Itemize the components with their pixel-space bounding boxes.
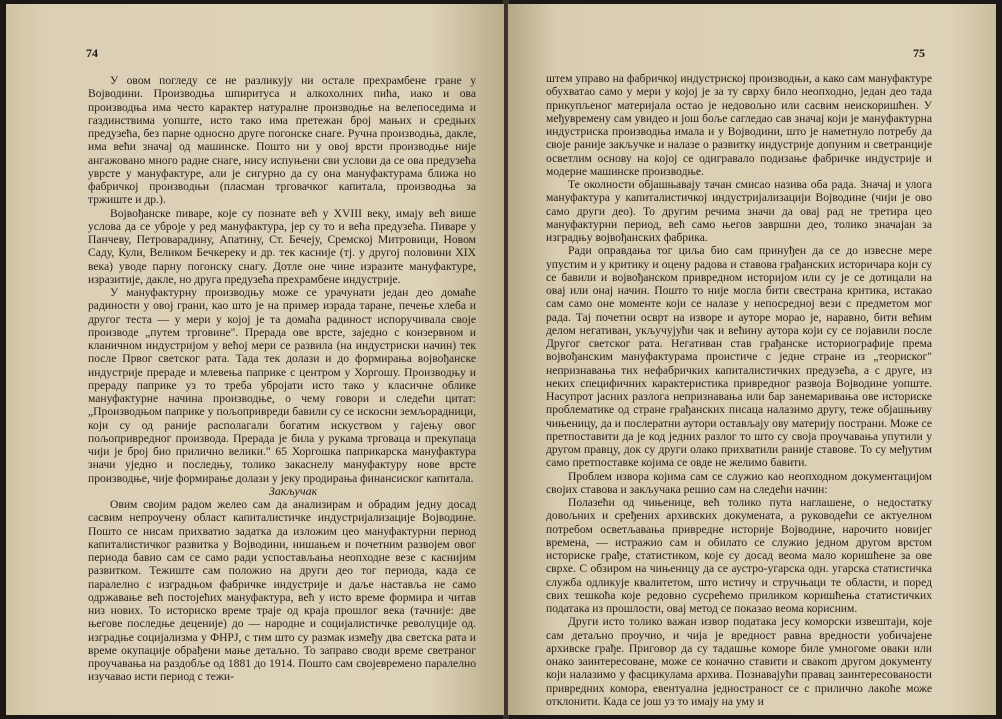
paragraph: штем управо на фабричкој индустриској производњи, а како сам мануфактуре обухватао само у мери у којој је за ту сврху било неопходно, један део тада прикупљеног материјала остао је недовољно или сасвим неискоришћен. У међувремену сам увидео и још боље сагледао сав значај који је мануфактурна индустриска производња имала и у Војводини, што је наметнуло потребу да своје раније закључке и налазе о развитку индустрије допуним и светранције осветлим основу на којој се одигравало подизање фабричке индустрије и модерне машинске производње.: [546, 72, 932, 178]
right-page-text: [546, 72, 932, 708]
section-heading: Закључак: [268, 483, 318, 498]
right-page: [508, 4, 996, 715]
paragraph: Овим својим радом желео сам да анализирам и обрадим једну досад сасвим непроучену област капиталистичке индустријализације Војводине. Пошто се нисам прихватио задатка да изложим цео мануфактурни период капиталистичког развитка у Војводини, нишањем и почетним развојем овог периода бавио сам се само ради успостављања неопходне везе с касниjим развитком. Тежиште сам положио на други део тог периода, када се паралелно с изградњом фабричке индустрије и даље настављa не само одржавање већ постојећих мануфактура, већ у исто време формира и читав низ нових. То историско време траје од краја прошлог века (тачније: две његове последње деценије) до — народне и социјалистичке револуције од. изградње социјализма у ФНРЈ, с тим што су размак између два светска рата и време окупације обрађени мање детаљно. То заправо своди време светраног проучавања на раздобље од 1881 до 1914. Пошто сам својевремено паралелно изучавао исти период с тежи-: [88, 498, 476, 684]
paragraph: Војвођанске пиваре, које су познате већ у XVIII веку, имају већ више услова да се убрoје у ред мануфактура, јер су то и већа предузећа. Пиваре у Панчеву, Петроварадину, Апатину, Ст. Бечеју, Сремској Митровици, Новом Саду, Кули, Великом Бечкереку и др. тек касније (тј. у другој половини XIX века) уводе парну погонску снагу. Дотле оне чине изразите мануфактуре, изразитије, дакле, но друга предузећа прехрамбене индустрије.: [88, 206, 476, 286]
paragraph: У овом погледу се не разликују ни остале прехрамбене гране у Војводини. Производња шпиритуса и алкохолних пића, иако и ова производња има често карактер натуралне производње на велепоседима и газдинствима уопште, исто тако има претежан број мањих и средњих предузећа, без парне односно друге погонске снаге. Ручна производња, дакле, има већи значај од машинске. Пошто ни у овој врсти производње није ангажовано много радне снаге, нису испуњени сви услови да се ова предузећа уврсте у мануфактуре, али је сигурно да су она мануфактурама ближа но фабричкој производњи (пласман трговачког капитала, производња за тржиште и др.).: [88, 74, 476, 207]
paragraph: Ради оправдања тог циља био сам принуђен да се до извесне мере упустим и у критику и оцену радова и ставова грађанских историчара који су се бавили и војвођанском привредном историјом или су је се дотицали на овај или онај начин. Пошто то није могла бити свестрана критика, истакао сам само оне моменте који се налазе у непосредној вези с предметом мог рада. Тај почетни осврт на изворе и ауторе морао је, наравно, бити већим делом негативан, укључујући чак и већину аутора који су се појавили после Другог светског рата. Негативан став грађанске историографије према војвођанским мануфактурама проистиче с једне стране из „теориског" непризнавања тих нефабричких капиталистичких предузећа, а с друге, из неких специфичних карактеристика привредног развоја Војводине уопште. Насупрот јасних разлога непризнавања или бар занемаривања ове историске проблематике од стране грађанских писаца налазимо другу, теже објашњиву чињеницу, да и послератни аутори остављају ову материју пострани. Може се претпоставити да је код једних разлог то што су своја проучавања упутили у другом правцу, док су други олако прихватили раније ставове. То су међутим само претпоставке којима се овде не желимо бавити.: [546, 244, 932, 470]
paragraph: Полазећи од чињенице, већ толико пута наглашене, о недостатку довољних и сређених архивских докумената, а руководећи се актуелном потребом осветљавања привредне историје Војводине, нарочито новијег времена, — истражио сам и обилато се служио једном другом врстом историске грађе, статистиком, које су досад веома мало коришћене за ове сврхе. С обзиром на чињеницу да се аустро-угарска одн. угарска статистичка служба одликује квалитетом, што истичу и стручњаци те области, и поред свих тешкоћа које редовно сусрећемо приликом коришћења статистичких података из прошлости, овај метод се показао веома корисним.: [546, 496, 932, 615]
paragraph: Те околности објашњавају тачан смисао назива оба рада. Значај и улога мануфактура у капиталистичкој индустријализацији Војводине (чији је ово само други део). То другим речима значи да овај рад не третира цео мануфактурни период, већ само његов завршни део, толико значајан за изградњу војвођанских фабрика.: [546, 178, 932, 244]
page-number: 75: [913, 46, 925, 60]
left-page: [6, 4, 504, 715]
paragraph: Проблем извора којима сам се служио као неопходном документацијом својих ставова и закључака решио сам на следећи начин:: [546, 469, 932, 496]
left-page-text: [88, 74, 476, 684]
paragraph: Други исто толико важан извор података јесу коморски извештаји, које сам детаљно проучио, и чија је вредност равна вредности уобичајене архивске грађе. Приговор да су тадашње коморе биле умногоме оваки или онако заинтересоване, може се коначно ставити и свакоm другом документу који налазимо у фасцикулама архива. Познавајући правац заинтересованости привредних комора, евентуална једностраност се с прилично лакоће може отклонити. Када се још уз то имају на уму и: [546, 615, 932, 708]
paragraph: У мануфактурну производњу може се урачунати један део домаће радиности у овој грани, као што је на пример израда таране, печење хлеба и другог теста — у мери у којој је та домаћа радиност испоручивала своје производе „путем трговине". Прерада ове врсте, заједно с конзервном и кланичном индустријом у већој мери се развила (на индустриски начин) тек после Првог светског рата. Тада тек долази и до формирања војвођанске индустрије прераде и млевења паприке с центром у Хоргошу. Производњу и прераду паприке уз то треба убројати исто тако у класичне облике мануфактурне начина производње, о чему говори и следећи цитат: „Производњом паприке у пољопривреди бавили су се искосни земљорадници, који су од раније располагали богатим искуством у гајењу овог пољопривредног производа. Прерада је била у рукама трговаца и прекупаца чији је број био прилично велики." 65 Хоргошка паприкарска мануфактура значи уједно и последњу, толико закаснелу мануфактуру нове врсте производње, чије формирање долази у јеку продирања финансиског капитала.: [88, 286, 476, 485]
page-number: 74: [86, 46, 98, 60]
